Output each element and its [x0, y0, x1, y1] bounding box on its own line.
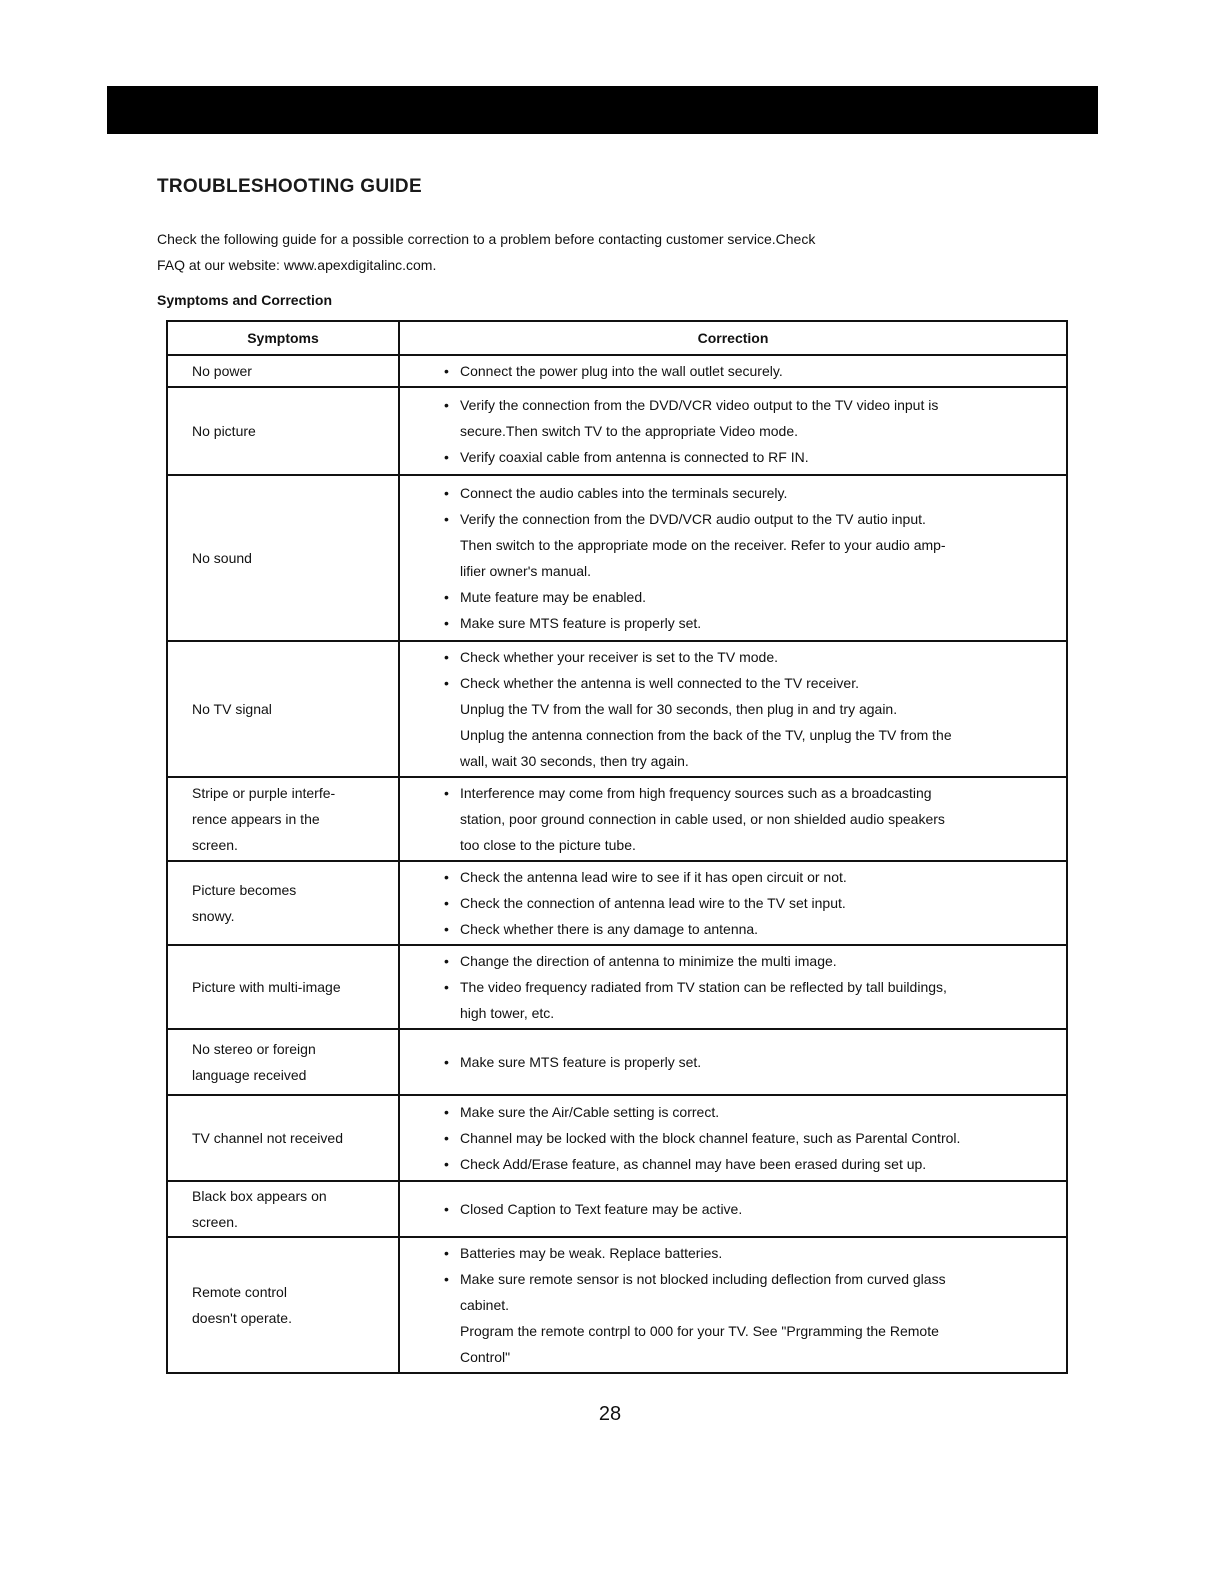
table-row [167, 475, 1067, 641]
symptom-text-line: Picture becomes [192, 882, 297, 898]
correction-list [444, 1194, 1060, 1224]
correction-list [444, 862, 1060, 944]
symptom-text-line: No sound [192, 550, 252, 566]
symptom-text-line: Stripe or purple interfe- [192, 785, 336, 801]
correction-bullet-item: • Check the antenna lead wire to see if it has open circuit or not. [444, 864, 1060, 890]
correction-bullet-item: • Connect the audio cables into the terminals securely. [444, 480, 1060, 506]
correction-continuation-line: Program the remote contrpl to 000 for your TV. See "Prgramming the Remote [460, 1323, 939, 1339]
symptom-cell [167, 1095, 399, 1181]
correction-list [444, 356, 1060, 386]
symptom-text-line: doesn't operate. [192, 1310, 292, 1326]
correction-list [444, 946, 1060, 1028]
correction-bullet-item: • The video frequency radiated from TV station can be reflected by tall buildings, [444, 974, 1060, 1000]
symptom-text-line: No TV signal [192, 701, 272, 717]
correction-bullet-item: • Channel may be locked with the block channel feature, such as Parental Control. [444, 1125, 1060, 1151]
symptom-text-line: TV channel not received [192, 1130, 343, 1146]
correction-continuation-line: cabinet. [460, 1297, 510, 1313]
correction-cell [399, 387, 1067, 475]
correction-bullet-item: • Change the direction of antenna to minimize the multi image. [444, 948, 1060, 974]
correction-continuation-line: lifier owner's manual. [460, 563, 592, 579]
table-row [167, 945, 1067, 1029]
correction-bullet-item: • Check whether there is any damage to antenna. [444, 916, 1060, 942]
symptom-text-line: Remote control [192, 1284, 287, 1300]
symptom-cell [167, 1181, 399, 1237]
correction-bullet-item: • Check whether the antenna is well connected to the TV receiver. [444, 670, 1060, 696]
correction-cell [399, 355, 1067, 387]
table-row [167, 641, 1067, 777]
correction-cell [399, 475, 1067, 641]
correction-continuation-line: high tower, etc. [460, 1005, 555, 1021]
correction-cell [399, 641, 1067, 777]
table-row [167, 1181, 1067, 1237]
symptom-cell [167, 1237, 399, 1373]
correction-bullet-item: • Check whether your receiver is set to the TV mode. [444, 644, 1060, 670]
table-body [167, 355, 1067, 1373]
correction-bullet-item: • Mute feature may be enabled. [444, 584, 1060, 610]
symptom-cell [167, 945, 399, 1029]
correction-cell [399, 861, 1067, 945]
troubleshooting-table [166, 320, 1068, 1374]
table-row [167, 1029, 1067, 1095]
table-row [167, 1095, 1067, 1181]
correction-bullet-item: • Connect the power plug into the wall outlet securely. [444, 358, 1060, 384]
symptom-text-line: No picture [192, 423, 256, 439]
correction-cell [399, 945, 1067, 1029]
correction-list [444, 1238, 1060, 1372]
correction-bullet-item: • Batteries may be weak. Replace batteries. [444, 1240, 1060, 1266]
table-row [167, 777, 1067, 861]
correction-bullet-item: • Make sure MTS feature is properly set. [444, 1049, 1060, 1075]
header-black-bar [107, 86, 1098, 134]
correction-bullet-item: • Make sure the Air/Cable setting is correct. [444, 1099, 1060, 1125]
correction-cell [399, 1181, 1067, 1237]
correction-continuation-line: Control" [460, 1349, 511, 1365]
correction-continuation-line: Unplug the TV from the wall for 30 seconds, then plug in and try again. [460, 701, 898, 717]
correction-continuation-line: station, poor ground connection in cable used, or non shielded audio speakers [460, 811, 945, 827]
symptom-text-line: language received [192, 1067, 307, 1083]
symptom-text-line: No stereo or foreign [192, 1041, 316, 1057]
symptom-cell [167, 387, 399, 475]
table-row [167, 355, 1067, 387]
correction-list [444, 390, 1060, 472]
symptom-text-line: snowy. [192, 908, 235, 924]
correction-column-header: Correction [399, 321, 1067, 355]
symptom-cell [167, 1029, 399, 1095]
correction-cell [399, 1095, 1067, 1181]
symptom-text-line: screen. [192, 837, 238, 853]
correction-bullet-item: • Verify coaxial cable from antenna is connected to RF IN. [444, 444, 1060, 470]
section-heading: Symptoms and Correction [157, 292, 333, 308]
symptom-text-line: screen. [192, 1214, 238, 1230]
correction-bullet-item: • Closed Caption to Text feature may be active. [444, 1196, 1060, 1222]
correction-bullet-item: • Check the connection of antenna lead wire to the TV set input. [444, 890, 1060, 916]
table-row [167, 1237, 1067, 1373]
symptom-text-line: rence appears in the [192, 811, 320, 827]
correction-bullet-item: • Verify the connection from the DVD/VCR audio output to the TV autio input. [444, 506, 1060, 532]
symptom-cell [167, 641, 399, 777]
page-number: 28 [598, 1403, 622, 1425]
correction-bullet-item: • Make sure MTS feature is properly set. [444, 610, 1060, 636]
correction-continuation-line: Then switch to the appropriate mode on the receiver. Refer to your audio amp- [460, 537, 946, 553]
symptom-cell [167, 861, 399, 945]
symptom-cell [167, 355, 399, 387]
correction-list [444, 778, 1060, 860]
correction-bullet-item: • Check Add/Erase feature, as channel may have been erased during set up. [444, 1151, 1060, 1177]
correction-list [444, 1097, 1060, 1179]
correction-continuation-line: too close to the picture tube. [460, 837, 636, 853]
page-title: TROUBLESHOOTING GUIDE [157, 176, 422, 197]
correction-bullet-item: • Verify the connection from the DVD/VCR video output to the TV video input is [444, 392, 1060, 418]
correction-cell [399, 777, 1067, 861]
symptom-text-line: No power [192, 363, 252, 379]
correction-list [444, 642, 1060, 776]
intro-line-1: Check the following guide for a possible correction to a problem before contacting customer service.Check [157, 231, 816, 247]
correction-continuation-line: wall, wait 30 seconds, then try again. [460, 753, 689, 769]
symptom-cell [167, 777, 399, 861]
symptoms-column-header: Symptoms [167, 321, 399, 355]
correction-bullet-item: • Make sure remote sensor is not blocked including deflection from curved glass [444, 1266, 1060, 1292]
table-row [167, 387, 1067, 475]
table-header-row [167, 321, 1067, 355]
correction-cell [399, 1237, 1067, 1373]
symptom-text-line: Picture with multi-image [192, 979, 341, 995]
intro-line-2: FAQ at our website: www.apexdigitalinc.com. [157, 257, 437, 273]
correction-list [444, 1047, 1060, 1077]
correction-list [444, 478, 1060, 638]
correction-continuation-line: secure.Then switch TV to the appropriate Video mode. [460, 423, 799, 439]
correction-continuation-line: Unplug the antenna connection from the back of the TV, unplug the TV from the [460, 727, 952, 743]
symptom-text-line: Black box appears on [192, 1188, 327, 1204]
table-row [167, 861, 1067, 945]
intro-paragraph [157, 226, 1017, 278]
correction-cell [399, 1029, 1067, 1095]
correction-bullet-item: • Interference may come from high frequency sources such as a broadcasting [444, 780, 1060, 806]
symptom-cell [167, 475, 399, 641]
